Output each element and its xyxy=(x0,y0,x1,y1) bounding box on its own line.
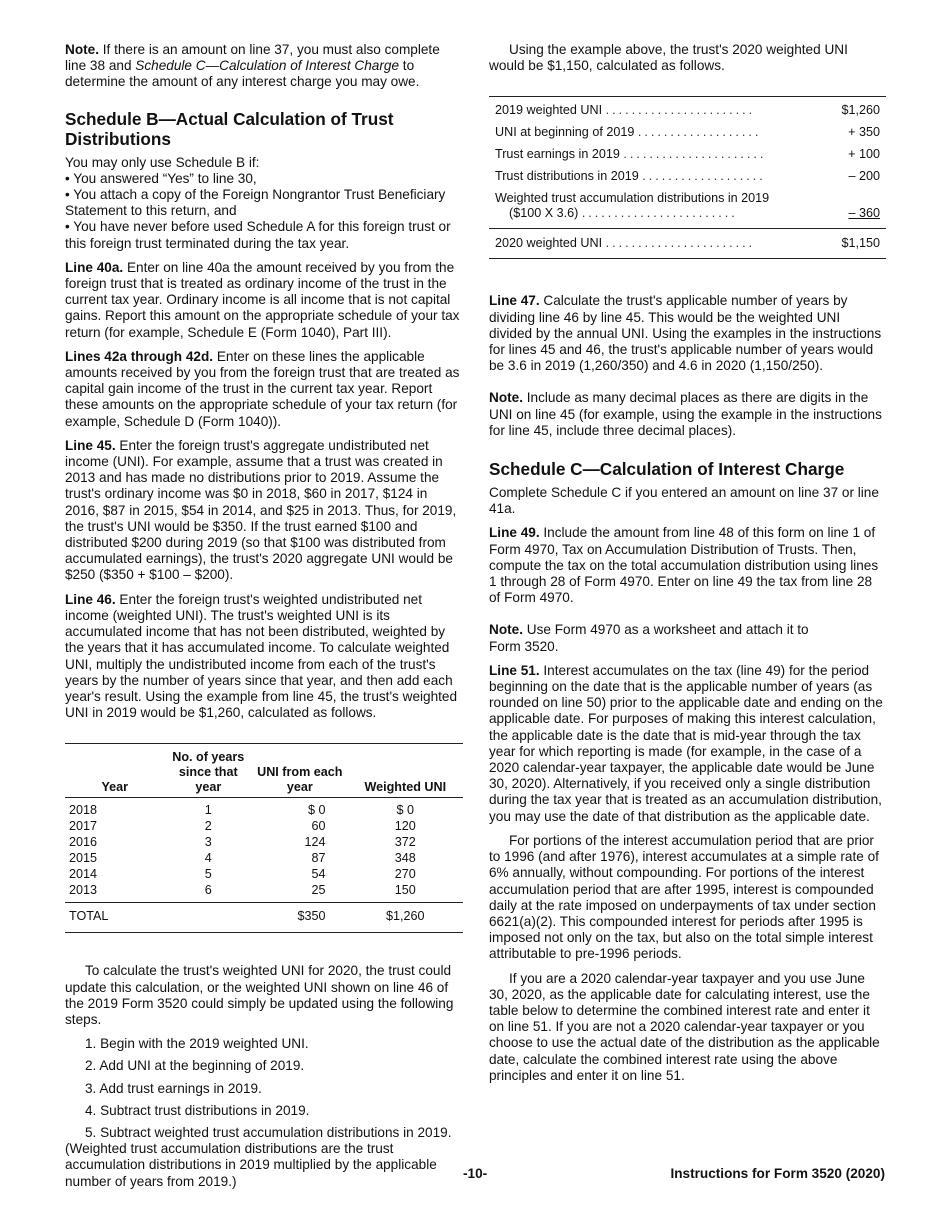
page-number: -10- xyxy=(463,1166,488,1181)
schedule-b-intro: You may only use Schedule B if: xyxy=(65,154,260,170)
bullet-item: • You have never before used Schedule A for this foreign trust or this foreign trust terminated during the tax year. xyxy=(65,219,451,251)
list-item: 3. Add trust earnings in 2019. xyxy=(85,1080,262,1096)
row-value: – 200 xyxy=(848,169,880,184)
total-row xyxy=(65,903,463,933)
list-item: 1. Begin with the 2019 weighted UNI. xyxy=(85,1036,309,1052)
cell-empty xyxy=(165,903,253,933)
cell-years-since: 4 xyxy=(204,851,212,866)
cell-total-weighted-uni: $1,260 xyxy=(348,903,463,933)
cell-years-since: 6 xyxy=(204,883,212,898)
cell-weighted-uni: 150 xyxy=(394,883,416,898)
bullet-item: • You answered “Yes” to line 30, xyxy=(65,170,257,186)
cell-weighted-uni: 270 xyxy=(394,867,416,882)
pre-1996-paragraph: For portions of the interest accumulation period that are prior to 1996 (and after 1976), interest accumulates at a simple rate of 6% annually, without compounding. For portions of the interest accumulation period that are after 1995, interest is compounded daily at the rate imposed on underpayments of tax under section 6621(a)(2). This compounded interest for periods after 1995 is imposed not only on the tax, but also on the total simple interest attributable to pre-1996 periods. xyxy=(489,832,879,962)
cell-uni: 60 xyxy=(311,819,326,834)
cell-year: 2014 xyxy=(69,867,98,882)
row-label: 2020 weighted UNI xyxy=(495,236,603,251)
cell-year: 2013 xyxy=(69,883,98,898)
table-row: Trust earnings in 2019 ...................... + 100 xyxy=(495,147,880,162)
cell-weighted-uni: 120 xyxy=(394,819,416,834)
schedule-b-heading: Schedule B—Actual Calculation of Trust Distributions xyxy=(65,108,394,149)
table-row xyxy=(65,850,463,866)
line-51-paragraph: Line 51. Interest accumulates on the tax (line 49) for the period beginning on the date that is the applicable number of years (as rounded on line 50) prior to the applicable date and ending on the applicable date. For purposes of making this interest calculation, the applicable date is the date that is mid-year through the tax year for which reporting is made (for example, in the case of a 2020 calendar-year taxpayer, the applicable date would be June 30, 2020). Alternatively, if you received only a single distribution during the tax year that is treated as an accumulation distribution, you may use the date of that distribution as the applicable date. xyxy=(489,662,883,824)
row-label: Trust distributions in 2019 xyxy=(495,169,639,184)
cell-year: 2016 xyxy=(69,835,98,850)
cell-year: 2018 xyxy=(69,803,98,818)
note-paragraph: Note. If there is an amount on line 37, you must also complete line 38 and Schedule C—Calculation of Interest Charge to determine the amount of any interest charge you may owe. xyxy=(65,42,440,90)
cell-weighted-uni: 348 xyxy=(394,851,416,866)
cell-weighted-uni: 372 xyxy=(394,835,416,850)
table-row: 2019 weighted UNI ....................... $1,260 xyxy=(495,103,880,118)
cell-uni: 54 xyxy=(311,867,326,882)
steps-list xyxy=(65,1036,463,1190)
weighted-uni-2020-table xyxy=(489,96,886,259)
table-row xyxy=(65,818,463,834)
list-item: 2. Add UNI at the beginning of 2019. xyxy=(85,1058,305,1074)
row-label-cont: ($100 X 3.6) xyxy=(509,206,579,221)
bullet-item: • You attach a copy of the Foreign Nongrantor Trust Beneficiary Statement to this return, and xyxy=(65,187,446,219)
table-row: Weighted trust accumulation distributions in 2019 ($100 X 3.6) ........................ – 360 xyxy=(495,191,880,221)
weighted-uni-2019-table xyxy=(65,743,463,933)
cell-uni: 124 xyxy=(304,835,326,850)
row-value: $1,150 xyxy=(841,236,880,251)
col-header-years-since: No. of years since that year xyxy=(165,744,253,798)
row-value: – 360 xyxy=(848,206,880,221)
line-40a-paragraph: Line 40a. Enter on line 40a the amount received by you from the foreign trust that is treated as ordinary income of the trust in the current tax year. Ordinary income is all income that is not capital gains. Report this amount on the appropriate schedule of your tax return (for example, Schedule E (Form 1040), Part III). xyxy=(65,259,460,340)
list-item: 5. Subtract weighted trust accumulation distributions in 2019. (Weighted trust accumulation distributions are the trust accumulation distributions in 2019 multiplied by the applicable number of years from 2019.) xyxy=(65,1124,452,1189)
cell-year: 2017 xyxy=(69,819,98,834)
row-label: UNI at beginning of 2019 xyxy=(495,125,635,140)
table-row xyxy=(65,866,463,882)
calc-2020-paragraph: To calculate the trust's weighted UNI for 2020, the trust could update this calculation, or the weighted UNI shown on line 46 of the 2019 Form 3520 could simply be updated using the following steps. xyxy=(65,963,454,1027)
row-label: Trust earnings in 2019 xyxy=(495,147,620,162)
schedule-c-intro: Complete Schedule C if you entered an amount on line 37 or line 41a. xyxy=(489,485,879,517)
col-header-weighted-uni: Weighted UNI xyxy=(348,744,463,798)
left-column xyxy=(65,42,463,1196)
col-header-year: Year xyxy=(65,744,165,798)
cell-years-since: 2 xyxy=(204,819,212,834)
cell-weighted-uni: $ 0 xyxy=(396,803,415,818)
row-value: + 350 xyxy=(848,125,880,140)
table-row xyxy=(65,834,463,850)
cell-years-since: 3 xyxy=(204,835,212,850)
example-intro: Using the example above, the trust's 2020 weighted UNI would be $1,150, calculated as follows. xyxy=(489,42,848,74)
footer-title: Instructions for Form 3520 (2020) xyxy=(670,1166,885,1181)
note-decimal-paragraph: Note. Include as many decimal places as there are digits in the UNI on line 45 (for example, using the example in the instructions for line 45, include three decimal places). xyxy=(489,390,882,438)
line-45-paragraph: Line 45. Enter the foreign trust's aggregate undistributed net income (UNI). For example, assume that a trust was created in 2013 and has made no distributions prior to 2019. Assume the trust's ordinary income was $0 in 2018, $60 in 2017, $124 in 2016, $87 in 2015, $54 in 2014, and $25 in 2013. Thus, for 2019, the trust's UNI would be $350. If the trust earned $100 and distributed $200 during 2019 (so that $100 was distributed from accumulated earnings), the trust's 2020 aggregate UNI would be $250 ($350 + $100 – $200). xyxy=(65,437,457,583)
line-47-paragraph: Line 47. Calculate the trust's applicable number of years by dividing line 46 by line 45. This would be the weighted UNI divided by the annual UNI. Using the examples in the instructions for lines 45 and 46, the trust's applicable number of years would be 3.6 in 2019 (1,260/350) and 4.6 in 2020 (1,150/250). xyxy=(489,293,882,374)
list-item: 4. Subtract trust distributions in 2019. xyxy=(85,1102,310,1118)
cell-uni: 25 xyxy=(311,883,326,898)
schedule-c-heading: Schedule C—Calculation of Interest Charge xyxy=(489,459,845,480)
cell-year: 2015 xyxy=(69,851,98,866)
col-header-uni: UNI from each year xyxy=(252,744,348,798)
table-row: UNI at beginning of 2019 ................... + 350 xyxy=(495,125,880,140)
row-value: $1,260 xyxy=(841,103,880,118)
table-row xyxy=(65,882,463,903)
cell-total-label: TOTAL xyxy=(65,903,165,933)
row-label: Weighted trust accumulation distributions in 2019 xyxy=(495,191,770,206)
cell-years-since: 1 xyxy=(204,803,212,818)
note-form4970-paragraph: Note. Use Form 4970 as a worksheet and attach it to Form 3520. xyxy=(489,622,809,654)
lines-42-paragraph: Lines 42a through 42d. Enter on these lines the applicable amounts received by you from the foreign trust that are treated as capital gain income of the trust in the current tax year. Report these amounts on the appropriate schedule of your tax return (for example, Schedule D (Form 1040)). xyxy=(65,348,460,429)
row-label: 2019 weighted UNI xyxy=(495,103,603,118)
row-value: + 100 xyxy=(848,147,880,162)
line-46-paragraph: Line 46. Enter the foreign trust's weighted undistributed net income (weighted UNI). The trust's weighted UNI is its accumulated income that has not been distributed, weighted by the years that it has accumulated income. To calculate weighted UNI, multiply the undistributed income from each of the trust's years by the number of years since that year, and then add each year's result. Using the example from line 45, the trust's weighted UNI in 2019 would be $1,260, calculated as follows. xyxy=(65,591,458,721)
cell-total-uni: $350 xyxy=(252,903,348,933)
table-row: 2020 weighted UNI ....................... $1,150 xyxy=(489,228,886,258)
calendar-year-paragraph: If you are a 2020 calendar-year taxpayer and you use June 30, 2020, as the applicable date for calculating interest, use the table below to determine the combined interest rate and enter it on line 51. If you are not a 2020 calendar-year taxpayer or you choose to use the actual date of the distribution as the applicable date, calculate the combined interest rate using the above principles and enter it on line 51. xyxy=(489,970,880,1083)
line-49-paragraph: Line 49. Include the amount from line 48 of this form on line 1 of Form 4970, Tax on Accumulation Distribution of Trusts. Then, compute the tax on the total accumulation distribution using lines 1 through 28 of Form 4970. Enter on line 49 the tax from line 28 of Form 4970. xyxy=(489,525,879,606)
table-row xyxy=(65,798,463,819)
table-row: Trust distributions in 2019 ................... – 200 xyxy=(495,169,880,184)
cell-uni: 87 xyxy=(311,851,326,866)
cell-years-since: 5 xyxy=(204,867,212,882)
right-column xyxy=(489,42,886,1092)
cell-uni: $ 0 xyxy=(308,803,326,818)
